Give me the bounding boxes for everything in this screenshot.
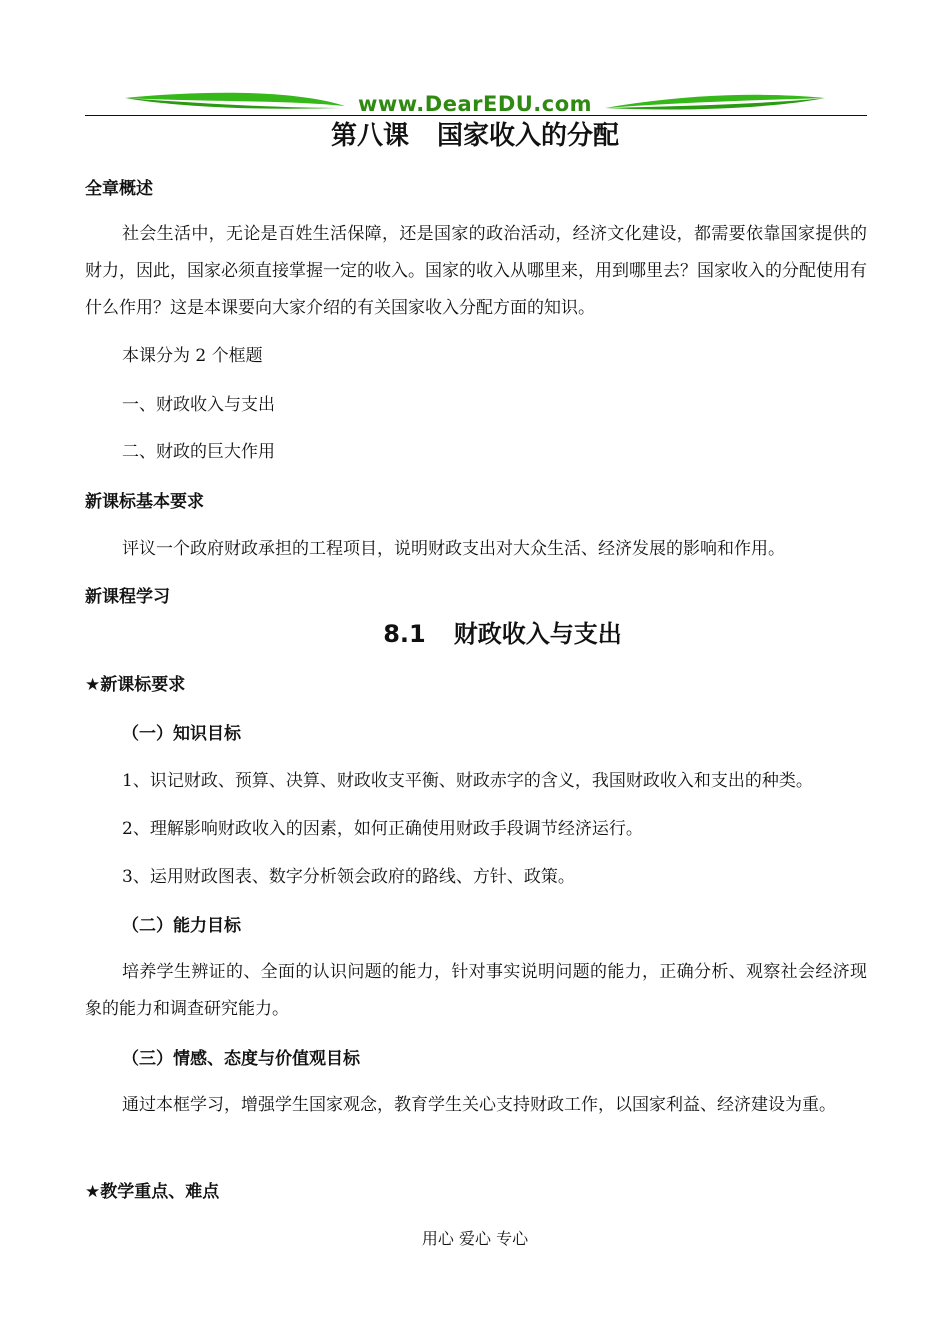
requirements-heading: ★新课标要求 — [85, 675, 186, 695]
overview-paragraph: 社会生活中，无论是百姓生活保障，还是国家的政治活动，经济文化建设，都需要依靠国家提供的财力，因此，国家必须直接掌握一定的收入。国家的收入从哪里来，用到哪里去？国家收入的分配使用有什么作用？这是本课要向大家介绍的有关国家收入分配方面的知识。 — [85, 224, 867, 318]
title-topic: 国家收入的分配 — [437, 121, 620, 151]
emotion-paragraph: 通过本框学习，增强学生国家观念，教育学生关心支持财政工作，以国家利益、经济建设为重。 — [122, 1095, 836, 1115]
knowledge-item-3: 3、运用财政图表、数字分析领会政府的路线、方针、政策。 — [122, 867, 575, 887]
key-points-heading: ★教学重点、难点 — [85, 1182, 220, 1202]
title-lesson: 第八课 — [330, 121, 409, 151]
page-title — [0, 118, 950, 154]
overview-heading: 全章概述 — [85, 179, 153, 199]
frames-intro: 本课分为 2 个框题 — [122, 346, 263, 366]
knowledge-heading: （一）知识目标 — [122, 724, 241, 744]
page-footer: 用心 爱心 专心 — [421, 1229, 529, 1248]
section-name: 财政收入与支出 — [453, 620, 622, 648]
standards-heading: 新课标基本要求 — [85, 492, 204, 512]
frame-item-2: 二、财政的巨大作用 — [122, 442, 275, 462]
standards-paragraph: 评议一个政府财政承担的工程项目，说明财政支出对大众生活、经济发展的影响和作用。 — [122, 539, 785, 559]
ability-heading: （二）能力目标 — [122, 916, 241, 936]
ability-paragraph: 培养学生辨证的、全面的认识问题的能力，针对事实说明问题的能力，正确分析、观察社会经济现象的能力和调查研究能力。 — [85, 962, 867, 1019]
header-logo-text: www.DearEDU.com — [357, 92, 593, 116]
knowledge-item-1: 1、识记财政、预算、决算、财政收支平衡、财政赤字的含义，我国财政收入和支出的种类。 — [122, 771, 813, 791]
section-number: 8.1 — [383, 620, 426, 648]
section-title — [0, 617, 950, 651]
knowledge-item-2: 2、理解影响财政收入的因素，如何正确使用财政手段调节经济运行。 — [122, 819, 643, 839]
emotion-heading: （三）情感、态度与价值观目标 — [122, 1049, 360, 1069]
frame-item-1: 一、财政收入与支出 — [122, 395, 275, 415]
study-heading: 新课程学习 — [85, 587, 170, 607]
header-rule — [85, 115, 867, 116]
